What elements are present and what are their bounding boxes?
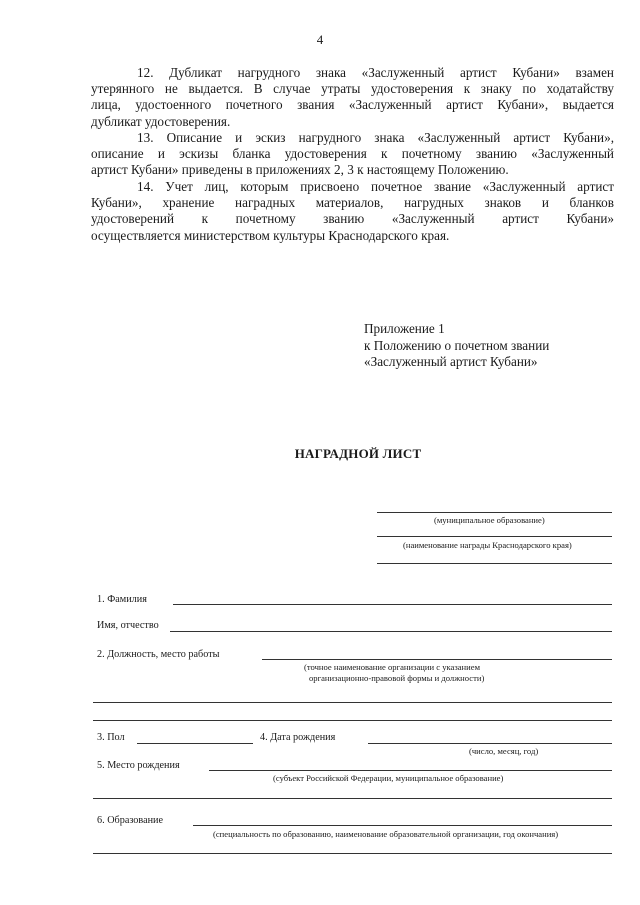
position-extra-line-2[interactable] [93, 720, 612, 721]
sex-field-line[interactable] [137, 743, 253, 744]
position-hint-line2: организационно-правовой формы и должности) [309, 673, 485, 683]
award-name-field-line[interactable] [377, 536, 612, 537]
position-label: 2. Должность, место работы [97, 649, 220, 660]
education-hint: (специальность по образованию, наименование образовательной организации, год окончания) [213, 829, 559, 839]
surname-field-line[interactable] [173, 604, 612, 605]
paragraph-14 [91, 179, 614, 244]
award-name-hint: (наименование награды Краснодарского края) [403, 540, 572, 550]
municipality-field-line[interactable] [377, 512, 612, 513]
appendix-line: к Положению о почетном звании [364, 337, 550, 353]
paragraph-12 [91, 65, 614, 130]
paragraph-line: дубликат удостоверения. [91, 113, 231, 129]
appendix-line: Приложение 1 [364, 321, 445, 336]
position-field-line[interactable] [262, 659, 612, 660]
award-extra-field-line[interactable] [377, 563, 612, 564]
paragraph-13 [91, 130, 614, 179]
birth-date-field-line[interactable] [368, 743, 612, 744]
paragraph-line: утерянного не выдается. В случае утраты удостоверения к знаку по ходатайству [91, 81, 614, 97]
paragraph-line: артист Кубани» приведены в приложениях 2, 3 к настоящему Положению. [91, 162, 509, 178]
birth-place-hint: (субъект Российской Федерации, муниципальное образование) [273, 773, 504, 783]
municipality-hint: (муниципальное образование) [434, 515, 545, 525]
education-field-line[interactable] [193, 825, 612, 826]
paragraph-line: удостоверений к почетному званию «Заслуженный артист Кубани» [91, 211, 614, 227]
education-label: 6. Образование [97, 815, 164, 826]
birth-place-field-line[interactable] [209, 770, 612, 771]
form-title: НАГРАДНОЙ ЛИСТ [294, 446, 422, 461]
paragraph-line: 12. Дубликат нагрудного знака «Заслуженный артист Кубани» взамен [137, 65, 614, 80]
paragraph-line: 13. Описание и эскиз нагрудного знака «Заслуженный артист Кубани», [137, 130, 614, 145]
birth-place-label: 5. Место рождения [97, 760, 180, 771]
paragraph-line: описание и эскизы бланка удостоверения к почетному званию «Заслуженный [91, 146, 614, 162]
birth-place-extra-line[interactable] [93, 798, 612, 799]
paragraph-line: 14. Учет лиц, которым присвоено почетное звание «Заслуженный артист [137, 179, 614, 194]
position-hint-line1: (точное наименование организации с указанием [304, 662, 481, 672]
position-extra-line-1[interactable] [93, 702, 612, 703]
surname-label: 1. Фамилия [97, 594, 147, 605]
appendix-line: «Заслуженный артист Кубани» [364, 354, 538, 369]
sex-label: 3. Пол [97, 732, 125, 743]
paragraph-line: осуществляется министерством культуры Краснодарского края. [91, 227, 450, 243]
appendix-caption [364, 321, 549, 371]
name-field-line[interactable] [170, 631, 612, 632]
birth-date-hint: (число, месяц, год) [469, 746, 539, 756]
page-number: 4 [316, 32, 324, 47]
education-extra-line[interactable] [93, 853, 612, 854]
paragraph-line: Кубани», хранение наградных материалов, нагрудных знаков и бланков [91, 195, 614, 211]
paragraph-line: лица, удостоенного почетного звания «Заслуженный артист Кубани», выдается [91, 97, 614, 113]
name-label: Имя, отчество [97, 620, 159, 631]
birth-date-label: 4. Дата рождения [260, 732, 336, 743]
